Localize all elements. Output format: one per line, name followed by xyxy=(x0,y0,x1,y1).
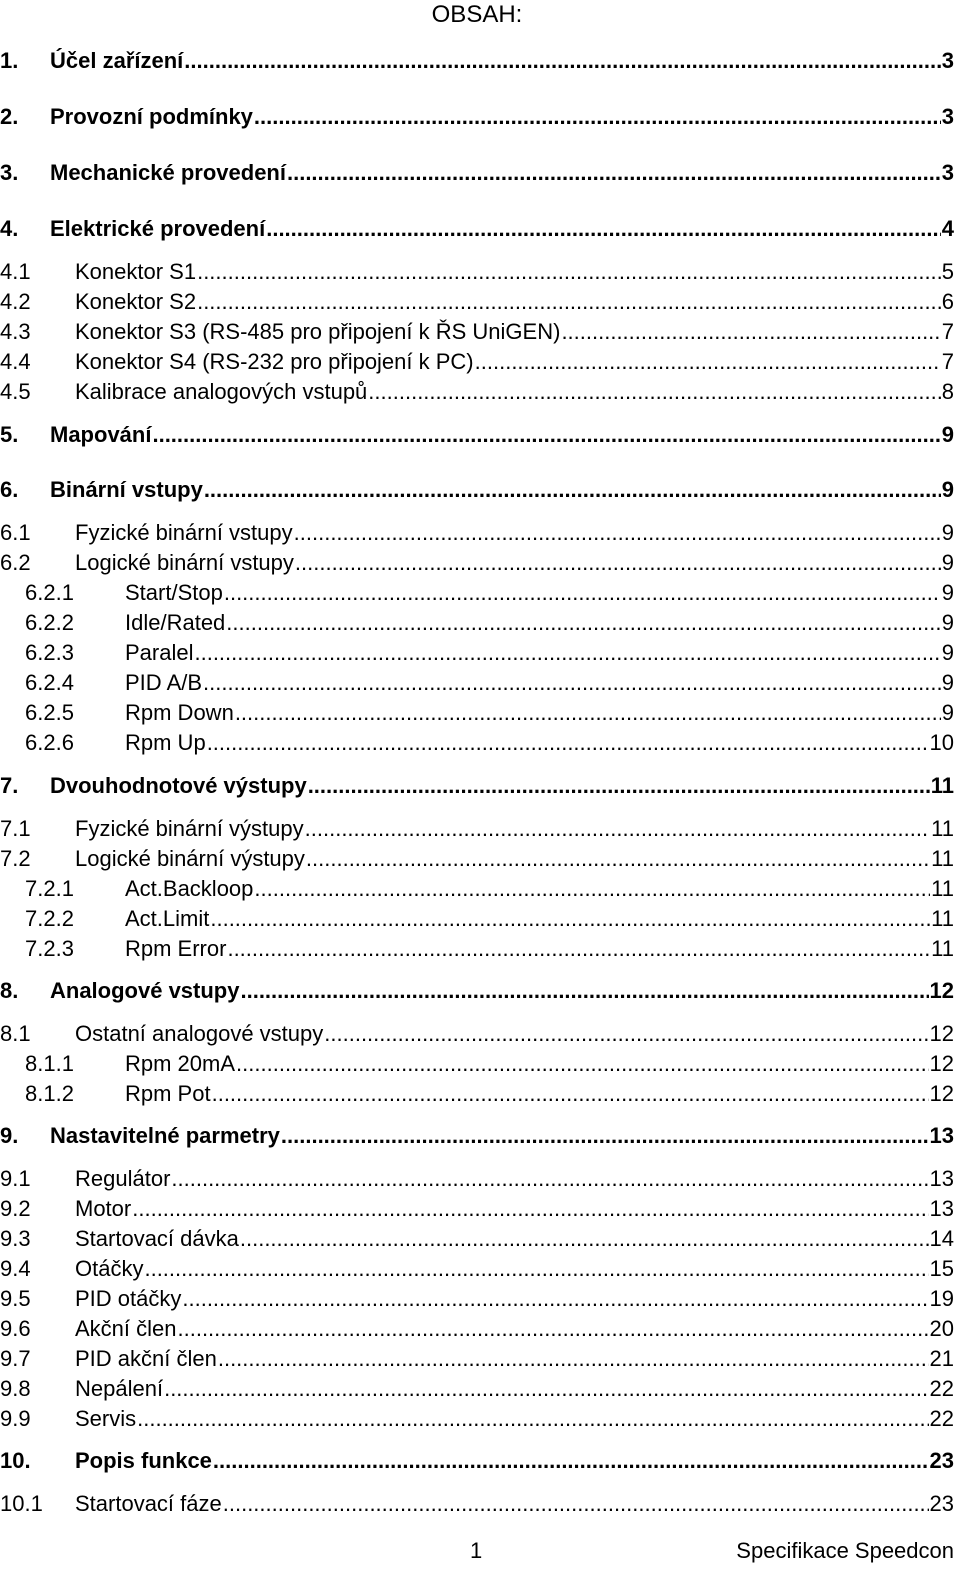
toc-entry-number: 9.7 xyxy=(0,1346,31,1371)
toc-entry-number: 9.4 xyxy=(0,1256,31,1281)
toc-entry-page: 9 xyxy=(941,700,954,725)
toc-leader-dots xyxy=(308,772,930,800)
toc-entry-page: 6 xyxy=(941,289,954,314)
toc-entry[interactable] xyxy=(0,1345,954,1373)
toc-entry-title: Ostatní analogové vstupy xyxy=(75,1021,324,1046)
toc-entry-title: Konektor S3 (RS-485 pro připojení k ŘS UniGEN) xyxy=(75,319,561,344)
footer-document-title: Specifikace Speedcon xyxy=(736,1538,954,1563)
toc-entry-number: 6.2.5 xyxy=(25,700,74,725)
toc-entry-number: 7.2 xyxy=(0,846,31,871)
toc-entry[interactable] xyxy=(0,103,954,131)
toc-entry-page: 11 xyxy=(931,876,954,901)
toc-entry-number: 8.1 xyxy=(0,1021,31,1046)
toc-entry[interactable] xyxy=(0,579,954,607)
toc-leader-dots xyxy=(281,1122,929,1150)
toc-leader-dots xyxy=(287,159,941,187)
toc-entry-title: Účel zařízení xyxy=(50,48,184,73)
toc-entry-page: 8 xyxy=(941,379,954,404)
toc-entry-page: 9 xyxy=(941,670,954,695)
toc-entry-title: Otáčky xyxy=(75,1256,144,1281)
toc-entry-title: Konektor S1 xyxy=(75,259,197,284)
toc-entry-page: 9 xyxy=(941,550,954,575)
toc-leader-dots xyxy=(240,977,928,1005)
toc-leader-dots xyxy=(132,1195,928,1223)
toc-leader-dots xyxy=(266,215,941,243)
toc-entry-page: 9 xyxy=(941,520,954,545)
toc-entry[interactable] xyxy=(0,1255,954,1283)
toc-entry[interactable] xyxy=(0,519,954,547)
toc-leader-dots xyxy=(227,935,930,963)
toc-entry[interactable] xyxy=(0,935,954,963)
toc-entry-page: 20 xyxy=(929,1316,954,1341)
toc-leader-dots xyxy=(324,1020,928,1048)
toc-entry-title: Idle/Rated xyxy=(125,610,226,635)
toc-entry-page: 3 xyxy=(941,160,954,185)
toc-entry[interactable] xyxy=(0,288,954,316)
toc-leader-dots xyxy=(197,258,941,286)
toc-entry-title: Fyzické binární výstupy xyxy=(75,816,304,841)
toc-leader-dots xyxy=(178,1315,929,1343)
toc-entry[interactable] xyxy=(0,1050,954,1078)
toc-entry-title: PID A/B xyxy=(125,670,203,695)
toc-entry-title: Mapování xyxy=(50,422,152,447)
toc-entry-number: 3. xyxy=(0,160,19,185)
toc-entry-page: 14 xyxy=(929,1226,954,1251)
toc-entry-page: 13 xyxy=(929,1166,954,1191)
toc-leader-dots xyxy=(224,579,941,607)
toc-entry-title: Logické binární vstupy xyxy=(75,550,294,575)
toc-leader-dots xyxy=(561,318,940,346)
toc-entry-number: 9.3 xyxy=(0,1226,31,1251)
toc-entry-number: 1. xyxy=(0,48,19,73)
toc-entry-title: Startovací fáze xyxy=(75,1491,222,1516)
toc-entry-page: 11 xyxy=(931,906,954,931)
toc-entry-title: Akční člen xyxy=(75,1316,177,1341)
toc-entry-number: 9.9 xyxy=(0,1406,31,1431)
toc-leader-dots xyxy=(295,549,941,577)
toc-entry-page: 9 xyxy=(941,477,954,502)
toc-entry-number: 2. xyxy=(0,104,19,129)
toc-entry-number: 10.1 xyxy=(0,1491,43,1516)
toc-entry[interactable] xyxy=(0,772,954,800)
toc-entry[interactable] xyxy=(0,1447,954,1475)
toc-entry[interactable] xyxy=(0,421,954,449)
toc-entry[interactable] xyxy=(0,348,954,376)
toc-entry[interactable] xyxy=(0,845,954,873)
toc-entry-page: 3 xyxy=(941,104,954,129)
toc-entry-title: Dvouhodnotové výstupy xyxy=(50,773,307,798)
toc-heading: OBSAH: xyxy=(431,1,523,28)
toc-entry-number: 8. xyxy=(0,978,19,1003)
toc-entry[interactable] xyxy=(0,1375,954,1403)
toc-entry-title: Logické binární výstupy xyxy=(75,846,305,871)
footer-page-number: 1 xyxy=(470,1538,483,1563)
toc-entry[interactable] xyxy=(0,639,954,667)
toc-entry[interactable] xyxy=(0,815,954,843)
toc-entry[interactable] xyxy=(0,1195,954,1223)
toc-entry-title: Servis xyxy=(75,1406,137,1431)
toc-leader-dots xyxy=(223,1490,929,1518)
toc-entry-number: 9.6 xyxy=(0,1316,31,1341)
toc-entry-number: 6.2.1 xyxy=(25,580,74,605)
toc-entry-page: 23 xyxy=(929,1448,954,1473)
toc-entry-page: 7 xyxy=(941,349,954,374)
toc-entry-number: 6.2.3 xyxy=(25,640,74,665)
toc-entry-page: 12 xyxy=(929,1021,954,1046)
toc-entry-title: Rpm Up xyxy=(125,730,206,755)
toc-leader-dots xyxy=(204,476,941,504)
toc-entry-page: 22 xyxy=(929,1406,954,1431)
toc-entry[interactable] xyxy=(0,318,954,346)
toc-entry-title: Paralel xyxy=(125,640,194,665)
toc-entry-number: 4.3 xyxy=(0,319,31,344)
toc-leader-dots xyxy=(194,639,940,667)
toc-entry-title: Startovací dávka xyxy=(75,1226,239,1251)
toc-entry-number: 6.2.2 xyxy=(25,610,74,635)
toc-entry[interactable] xyxy=(0,609,954,637)
toc-leader-dots xyxy=(305,815,931,843)
toc-entry[interactable] xyxy=(0,875,954,903)
toc-entry[interactable] xyxy=(0,699,954,727)
toc-entry-page: 9 xyxy=(941,640,954,665)
toc-entry-page: 11 xyxy=(930,773,954,798)
toc-entry[interactable] xyxy=(0,669,954,697)
toc-entry-title: Binární vstupy xyxy=(50,477,203,502)
toc-leader-dots xyxy=(475,348,941,376)
toc-entry[interactable] xyxy=(0,1405,954,1433)
toc-entry-page: 9 xyxy=(941,610,954,635)
toc-entry-page: 19 xyxy=(929,1286,954,1311)
toc-entry-page: 12 xyxy=(929,1081,954,1106)
toc-entry[interactable] xyxy=(0,258,954,286)
toc-leader-dots xyxy=(218,1345,929,1373)
toc-entry-number: 8.1.2 xyxy=(25,1081,74,1106)
toc-leader-dots xyxy=(144,1255,928,1283)
toc-entry-number: 4.2 xyxy=(0,289,31,314)
toc-entry-title: PID akční člen xyxy=(75,1346,217,1371)
toc-leader-dots xyxy=(137,1405,928,1433)
toc-entry-page: 23 xyxy=(929,1491,954,1516)
toc-entry[interactable] xyxy=(0,729,954,757)
toc-entry-number: 9.8 xyxy=(0,1376,31,1401)
toc-entry-number: 6.1 xyxy=(0,520,31,545)
toc-entry-number: 7.2.3 xyxy=(25,936,74,961)
toc-entry-title: Provozní podmínky xyxy=(50,104,253,129)
toc-entry-page: 7 xyxy=(941,319,954,344)
toc-entry-page: 4 xyxy=(941,216,954,241)
toc-entry-page: 9 xyxy=(941,580,954,605)
toc-leader-dots xyxy=(236,1050,928,1078)
toc-leader-dots xyxy=(254,875,930,903)
toc-entry-title: Start/Stop xyxy=(125,580,223,605)
toc-entry[interactable] xyxy=(0,476,954,504)
toc-leader-dots xyxy=(226,609,940,637)
toc-entry-title: Fyzické binární vstupy xyxy=(75,520,293,545)
toc-leader-dots xyxy=(306,845,930,873)
toc-entry-title: Popis funkce xyxy=(75,1448,212,1473)
toc-entry-page: 12 xyxy=(929,1051,954,1076)
toc-entry-number: 9.1 xyxy=(0,1166,31,1191)
toc-entry-title: Rpm Pot xyxy=(125,1081,211,1106)
toc-entry-number: 9.5 xyxy=(0,1286,31,1311)
toc-entry-page: 13 xyxy=(929,1196,954,1221)
toc-entry-page: 12 xyxy=(929,978,954,1003)
toc-leader-dots xyxy=(164,1375,928,1403)
toc-entry[interactable] xyxy=(0,1165,954,1193)
toc-entry-number: 7.1 xyxy=(0,816,31,841)
toc-entry-page: 9 xyxy=(941,422,954,447)
toc-entry[interactable] xyxy=(0,905,954,933)
toc-entry-number: 4.1 xyxy=(0,259,31,284)
toc-entry-title: Analogové vstupy xyxy=(50,978,240,1003)
toc-entry[interactable] xyxy=(0,1490,954,1518)
toc-entry-page: 3 xyxy=(941,48,954,73)
toc-entry[interactable] xyxy=(0,378,954,406)
toc-entry-title: Motor xyxy=(75,1196,132,1221)
toc-leader-dots xyxy=(213,1447,929,1475)
toc-entry-title: Act.Backloop xyxy=(125,876,254,901)
toc-entry[interactable] xyxy=(0,215,954,243)
toc-leader-dots xyxy=(235,699,941,727)
toc-entry[interactable] xyxy=(0,159,954,187)
toc-entry-number: 8.1.1 xyxy=(25,1051,74,1076)
toc-entry-title: Rpm Down xyxy=(125,700,234,725)
toc-entry-title: Nepálení xyxy=(75,1376,164,1401)
toc-entry-number: 9.2 xyxy=(0,1196,31,1221)
toc-entry-page: 11 xyxy=(931,936,954,961)
toc-entry-number: 5. xyxy=(0,422,19,447)
toc-entry[interactable] xyxy=(0,1080,954,1108)
toc-entry-page: 5 xyxy=(941,259,954,284)
toc-leader-dots xyxy=(182,1285,928,1313)
toc-entry-page: 21 xyxy=(929,1346,954,1371)
toc-leader-dots xyxy=(294,519,941,547)
toc-leader-dots xyxy=(254,103,941,131)
toc-leader-dots xyxy=(212,1080,929,1108)
toc-entry-page: 10 xyxy=(929,730,954,755)
toc-entry-title: Rpm Error xyxy=(125,936,227,961)
toc-entry-number: 7.2.1 xyxy=(25,876,74,901)
toc-leader-dots xyxy=(171,1165,928,1193)
toc-entry[interactable] xyxy=(0,549,954,577)
toc-entry-title: Nastavitelné parmetry xyxy=(50,1123,280,1148)
toc-leader-dots xyxy=(368,378,940,406)
toc-entry-number: 10. xyxy=(0,1448,31,1473)
toc-entry-number: 6.2.6 xyxy=(25,730,74,755)
toc-leader-dots xyxy=(240,1225,929,1253)
toc-entry-number: 4.5 xyxy=(0,379,31,404)
toc-entry[interactable] xyxy=(0,1285,954,1313)
toc-leader-dots xyxy=(203,669,941,697)
toc-leader-dots xyxy=(152,421,940,449)
toc-entry-page: 11 xyxy=(931,816,954,841)
toc-entry-number: 4. xyxy=(0,216,19,241)
toc-entry-title: Act.Limit xyxy=(125,906,210,931)
toc-entry[interactable] xyxy=(0,1315,954,1343)
toc-entry-page: 22 xyxy=(929,1376,954,1401)
toc-entry-title: Rpm 20mA xyxy=(125,1051,236,1076)
toc-entry-title: Regulátor xyxy=(75,1166,171,1191)
toc-entry-title: Kalibrace analogových vstupů xyxy=(75,379,368,404)
toc-entry-page: 11 xyxy=(931,846,954,871)
toc-leader-dots xyxy=(210,905,930,933)
toc-entry-title: Mechanické provedení xyxy=(50,160,286,185)
toc-entry[interactable] xyxy=(0,1225,954,1253)
toc-entry-title: Konektor S4 (RS-232 pro připojení k PC) xyxy=(75,349,474,374)
toc-entry-number: 6.2 xyxy=(0,550,31,575)
toc-entry-number: 4.4 xyxy=(0,349,31,374)
toc-leader-dots xyxy=(207,729,929,757)
toc-entry-number: 6.2.4 xyxy=(25,670,74,695)
toc-entry[interactable] xyxy=(0,1122,954,1150)
toc-entry-page: 13 xyxy=(929,1123,954,1148)
toc-entry-title: Elektrické provedení xyxy=(50,216,266,241)
toc-entry-number: 7. xyxy=(0,773,19,798)
toc-leader-dots xyxy=(197,288,941,316)
toc-entry-title: Konektor S2 xyxy=(75,289,197,314)
toc-entry-number: 7.2.2 xyxy=(25,906,74,931)
toc-entry[interactable] xyxy=(0,1020,954,1048)
toc-leader-dots xyxy=(184,47,940,75)
toc-entry[interactable] xyxy=(0,47,954,75)
toc-entry-number: 9. xyxy=(0,1123,19,1148)
toc-entry-title: PID otáčky xyxy=(75,1286,182,1311)
toc-entry[interactable] xyxy=(0,977,954,1005)
toc-entry-number: 6. xyxy=(0,477,19,502)
toc-entry-page: 15 xyxy=(929,1256,954,1281)
